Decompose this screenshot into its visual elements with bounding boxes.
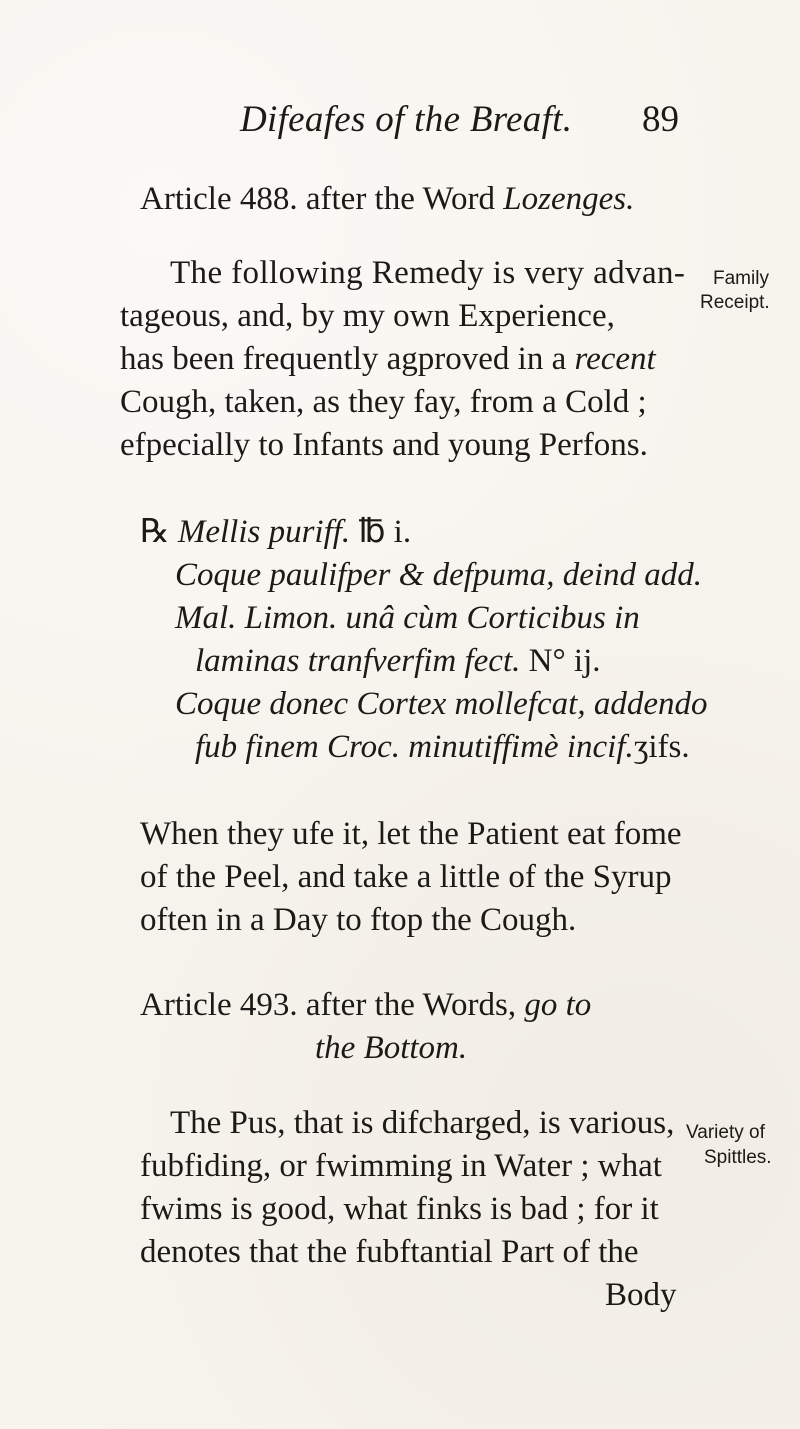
article-488-line-2: tageous, and, by my own Experience, xyxy=(120,298,615,334)
article-488-heading-text: Article 488. after the Word xyxy=(140,181,504,217)
sidenote-family: Family xyxy=(713,268,769,289)
article-488-heading xyxy=(140,177,634,221)
article-493-heading-text: Article 493. after the Words, xyxy=(140,987,525,1023)
instructions-line-3: often in a Day to ftop the Cough. xyxy=(140,902,577,938)
article-493-heading-line-2: the Bottom. xyxy=(315,1030,468,1066)
sidenote-spittles: Spittles. xyxy=(704,1147,772,1168)
instructions-line-2: of the Peel, and take a little of the Syrup xyxy=(140,859,672,895)
running-head xyxy=(0,98,800,142)
article-488-line-5: efpecially to Infants and young Perfons. xyxy=(120,427,648,463)
article-488-line-3-italic: recent xyxy=(574,341,656,377)
recipe-line-4-upright: N° ij. xyxy=(528,643,601,679)
sidenote-variety: Variety of xyxy=(686,1122,765,1143)
running-title: Difeafes of the Breaft. xyxy=(240,99,573,140)
article-493-line-4: denotes that the fubftantial Part of the xyxy=(140,1234,639,1270)
recipe-line-6 xyxy=(195,725,690,769)
recipe-line-1 xyxy=(140,510,411,554)
article-488-line-3 xyxy=(120,337,656,381)
recipe-line-6-upright: ʒifs. xyxy=(633,729,690,765)
recipe-line-1-unit: ℔ i. xyxy=(358,514,412,550)
article-488-line-3-text: has been frequently agproved in a xyxy=(120,341,575,377)
recipe-line-4 xyxy=(195,639,601,683)
recipe-symbol: ℞ xyxy=(140,514,170,550)
article-488-line-1: The following Remedy is very advan- xyxy=(170,255,686,291)
recipe-line-6-italic: fub finem Croc. minutiffimè incif. xyxy=(195,729,634,765)
recipe-line-2: Coque paulifper & defpuma, deind add. xyxy=(175,557,703,593)
recipe-line-4-italic: laminas tranfverfim fect. xyxy=(195,643,521,679)
article-493-line-2: fubfiding, or fwimming in Water ; what xyxy=(140,1148,662,1184)
recipe-line-1-text: Mellis puriff. xyxy=(177,514,351,550)
article-493-heading xyxy=(140,983,591,1027)
sidenote-receipt: Receipt. xyxy=(700,292,770,313)
catchword: Body xyxy=(605,1277,677,1313)
article-493-heading-italic-1: go to xyxy=(524,987,592,1023)
page-number: 89 xyxy=(642,99,679,140)
article-493-line-3: fwims is good, what finks is bad ; for it xyxy=(140,1191,659,1227)
recipe-line-5: Coque donec Cortex mollefcat, addendo xyxy=(175,686,708,722)
article-493-line-1: The Pus, that is difcharged, is various, xyxy=(170,1105,675,1141)
article-488-line-4: Cough, taken, as they fay, from a Cold ; xyxy=(120,384,647,420)
article-488-heading-italic: Lozenges. xyxy=(503,181,635,217)
instructions-line-1: When they ufe it, let the Patient eat fome xyxy=(140,816,682,852)
recipe-line-3: Mal. Limon. unâ cùm Corticibus in xyxy=(175,600,640,636)
